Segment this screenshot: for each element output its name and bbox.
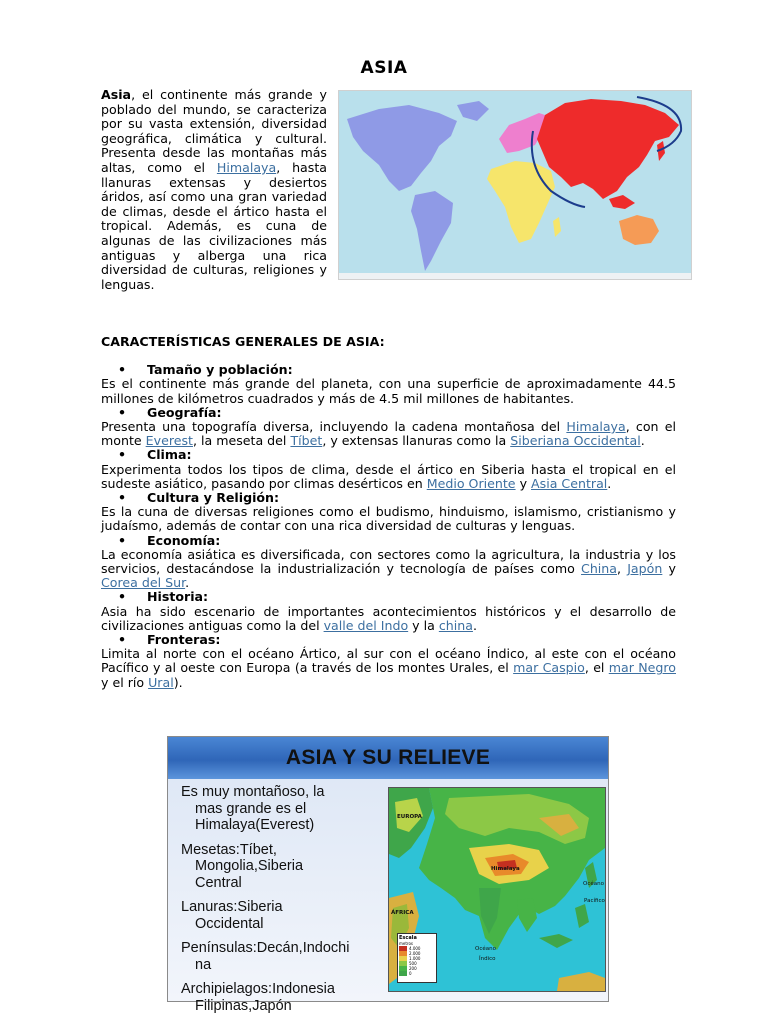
para-geografia bbox=[101, 420, 676, 448]
para-historia bbox=[101, 605, 676, 633]
text: , y extensas llanuras como la bbox=[322, 433, 511, 449]
slide-line: Archipielagos:Indonesia bbox=[181, 981, 335, 997]
intro-text-2: , hasta llanuras extensas y desiertos áridos, así como una gran variedad de climas, desde el ártico hasta el tropical. Además, es cuna de algunas de las civilizaciones más antiguas y alberga una rica diversidad de culturas, religiones y lenguas. bbox=[101, 159, 327, 292]
slide-line: Lanuras:Siberia bbox=[181, 899, 283, 915]
slide-line: Occidental bbox=[195, 915, 264, 932]
bullet-historia bbox=[101, 590, 676, 604]
link-everest[interactable]: Everest bbox=[145, 433, 193, 449]
legend-value: 4.000 bbox=[409, 946, 421, 951]
legend-value: 0 bbox=[409, 971, 412, 976]
slide-line: Es muy montañoso, la bbox=[181, 784, 325, 800]
intro-lead: Asia bbox=[101, 87, 132, 102]
link-asia-central[interactable]: Asia Central bbox=[531, 475, 608, 491]
link-corea-del-sur[interactable]: Corea del Sur bbox=[101, 575, 186, 591]
bullet-label: Geografía: bbox=[147, 404, 222, 420]
link-himalaya[interactable]: Himalaya bbox=[216, 159, 277, 175]
legend-values bbox=[409, 946, 420, 976]
relief-map bbox=[388, 787, 606, 992]
slide-item-peninsulas bbox=[181, 940, 391, 973]
slide-line: Filipinas,Japón bbox=[195, 997, 292, 1014]
text: ). bbox=[173, 674, 183, 690]
text: y el río bbox=[101, 674, 149, 690]
map-label-africa: ÁFRICA bbox=[391, 910, 414, 916]
slide-line: mas grande es el bbox=[195, 800, 307, 817]
link-mar-caspio[interactable]: mar Caspio bbox=[513, 660, 585, 676]
slide-item-montanoso bbox=[181, 784, 391, 834]
bullet-geografia bbox=[101, 406, 676, 420]
text: . bbox=[640, 433, 645, 449]
para-tamano: Es el continente más grande del planeta, con una superficie de aproximadamente 44.5 millones de kilómetros cuadrados y más de 4.5 mil millones de habitantes. bbox=[101, 376, 676, 406]
para-cultura: Es la cuna de diversas religiones como el budismo, hinduismo, islamismo, cristianismo y judaísmo, además de contar con una rica diversidad de culturas y lenguas. bbox=[101, 504, 676, 534]
para-fronteras bbox=[101, 647, 676, 690]
slide-line: Mongolia,Siberia bbox=[195, 858, 304, 874]
map-label-indico: Índico bbox=[479, 956, 496, 962]
bullet-clima bbox=[101, 448, 676, 462]
text: La economía asiática es diversificada, con sectores como la agricultura, la industria y los servicios, destacándose la industrialización y tecnología de países como bbox=[101, 546, 676, 577]
slide-item-archipielagos bbox=[181, 981, 391, 1014]
text: . bbox=[185, 575, 190, 591]
slide-line: na bbox=[195, 956, 212, 973]
text: Limita al norte con el océano Ártico, al sur con el océano Índico, al este con el océano Pacífico y al oeste con Europa (a través de los montes Urales, el bbox=[101, 646, 676, 676]
slide-line: Himalaya(Everest) bbox=[195, 817, 315, 833]
page-title: ASIA bbox=[360, 58, 408, 78]
text: Experimenta todos los tipos de clima, desde el ártico en Siberia hasta el tropical en el sudeste asiático, pasando por climas desérticos en bbox=[101, 461, 676, 491]
bullet-label: Historia: bbox=[147, 589, 209, 605]
legend-swatches bbox=[399, 946, 407, 976]
bullet-label: Tamaño y población: bbox=[147, 362, 293, 378]
text: Asia ha sido escenario de importantes acontecimientos históricos y el desarrollo de civilizaciones antiguas como la del bbox=[101, 603, 676, 633]
bullet-label: Clima: bbox=[147, 447, 192, 463]
relief-legend bbox=[397, 933, 437, 983]
link-china-2[interactable]: china bbox=[438, 617, 473, 633]
text: , con el monte bbox=[101, 419, 676, 449]
bullet-cultura bbox=[101, 491, 676, 505]
map-label-europa: EUROPA bbox=[397, 814, 422, 820]
map-label-oceano-2: Océano bbox=[475, 946, 496, 952]
legend-value: 500 bbox=[409, 961, 417, 966]
text: y bbox=[515, 475, 532, 491]
link-siberiana-occidental[interactable]: Siberiana Occidental bbox=[510, 433, 641, 449]
link-mar-negro[interactable]: mar Negro bbox=[608, 660, 676, 676]
map-label-pacifico: Pacífico bbox=[584, 898, 605, 904]
text: Presenta una topografía diversa, incluyendo la cadena montañosa del bbox=[101, 419, 567, 435]
slide-line: Penínsulas:Decán,Indochi bbox=[181, 940, 350, 956]
link-ural[interactable]: Ural bbox=[148, 674, 174, 690]
bullet-label: Cultura y Religión: bbox=[147, 490, 280, 506]
link-china[interactable]: China bbox=[581, 561, 618, 577]
text: . bbox=[607, 475, 612, 491]
para-economia bbox=[101, 548, 676, 591]
text: . bbox=[472, 617, 477, 633]
section-heading: CARACTERÍSTICAS GENERALES DE ASIA: bbox=[101, 334, 385, 349]
bullet-label: Economía: bbox=[147, 532, 221, 548]
text: , la meseta del bbox=[192, 433, 291, 449]
text: , bbox=[617, 561, 628, 577]
slide-line: Central bbox=[195, 874, 242, 891]
bullet-tamano bbox=[101, 363, 676, 377]
link-valle-del-indo[interactable]: valle del Indo bbox=[323, 617, 409, 633]
text: , el bbox=[584, 660, 609, 676]
link-himalaya-2[interactable]: Himalaya bbox=[566, 419, 626, 435]
slide-item-llanuras bbox=[181, 899, 391, 932]
intro-text-1: , el continente más grande y poblado del mundo, se caracteriza por su vasta extensión, diversidad geográfica, climática y cultural. Presenta desde las montañas más altas, como el bbox=[101, 87, 327, 175]
para-clima bbox=[101, 463, 676, 491]
legend-unit: metros bbox=[399, 941, 414, 946]
link-japon[interactable]: Japón bbox=[627, 561, 663, 577]
slide-header bbox=[168, 737, 608, 779]
legend-value: 2.000 bbox=[409, 951, 421, 956]
link-medio-oriente[interactable]: Medio Oriente bbox=[426, 475, 516, 491]
bullet-label: Fronteras: bbox=[147, 632, 221, 648]
legend-value: 1.000 bbox=[409, 956, 421, 961]
characteristics-section bbox=[101, 335, 676, 690]
bullet-fronteras bbox=[101, 633, 676, 647]
legend-value: 200 bbox=[409, 966, 417, 971]
legend-title: Escala bbox=[399, 935, 417, 941]
slide-line: Mesetas:Tíbet, bbox=[181, 841, 277, 858]
map-label-himalaya: Himalaya bbox=[491, 866, 520, 872]
slide-item-mesetas bbox=[181, 842, 391, 892]
intro-paragraph bbox=[101, 88, 327, 292]
text: y bbox=[662, 561, 676, 577]
slide-title: ASIA Y SU RELIEVE bbox=[285, 746, 491, 769]
bullet-economia bbox=[101, 534, 676, 548]
legend-scale bbox=[399, 946, 435, 976]
relief-slide-image bbox=[167, 736, 609, 1014]
link-tibet[interactable]: Tíbet bbox=[290, 433, 323, 449]
map-label-oceano: Océano bbox=[583, 881, 604, 887]
slide-text bbox=[181, 784, 391, 1022]
text: y la bbox=[408, 617, 439, 633]
world-map-image bbox=[338, 90, 692, 280]
